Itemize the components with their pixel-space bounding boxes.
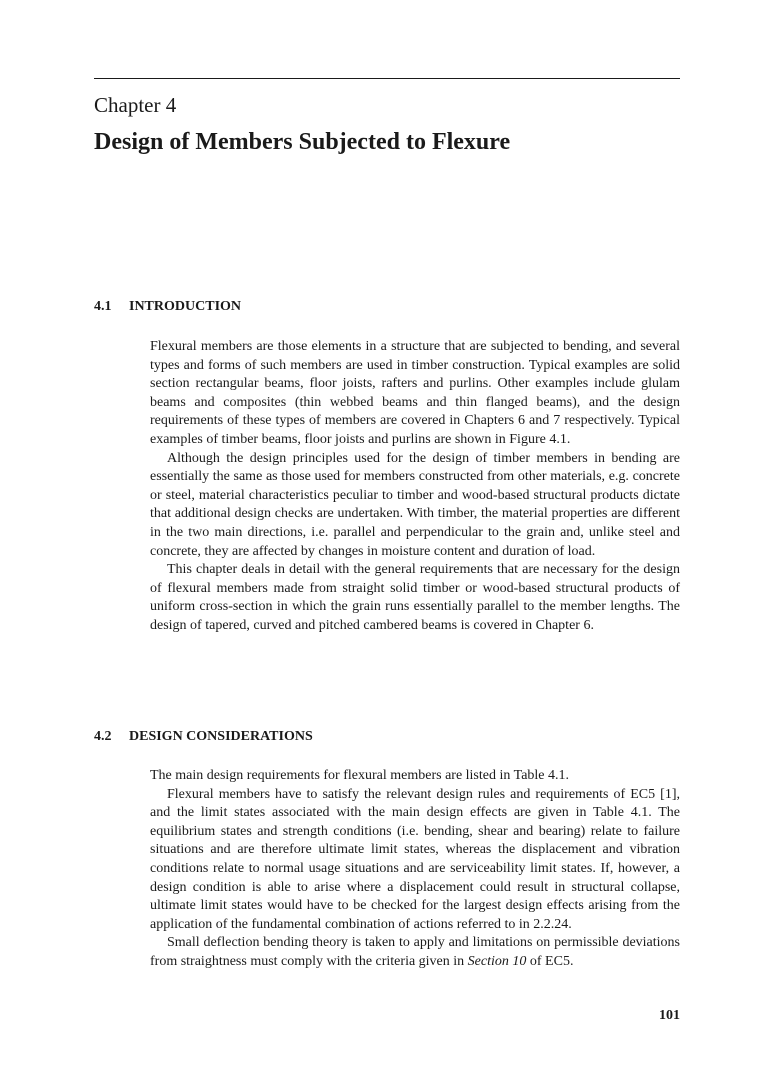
chapter-label: Chapter 4 [94,93,177,117]
page-number: 101 [659,1008,680,1023]
chapter-title: Design of Members Subjected to Flexure [94,129,511,155]
top-rule [94,78,680,79]
section-title: DESIGN CONSIDERATIONS [129,729,313,744]
paragraph: The main design requirements for flexural members are listed in Table 4.1. [150,768,570,783]
paragraph: Flexural members are those elements in a structure that are subjected to bending, and several types and forms of such members are used in timber construction. Typical examples are solid section rectangular beams, floor joists, rafters and purlins. Other examples include glulam beams and composites (thin webbed beams and thin flanged beams), and the design requirements of these types of members are covered in Chapters 6 and 7 respectively. Typical examples of timber beams, floor joists and purlins are shown in Figure 4.1. [150,339,680,447]
section-title: INTRODUCTION [129,299,242,314]
section-reference: Section 10 [467,953,527,969]
paragraph: Although the design principles used for the design of timber members in bending are essentially the same as those used for members constructed from other materials, e.g. concrete or steel, material characteristics peculiar to timber and wood-based structural products dictate that additional design checks are undertaken. With timber, the material properties are different in the two main directions, i.e. parallel and perpendicular to the grain and, unlike steel and concrete, they are affected by changes in moisture content and duration of load. [150,450,680,559]
section-heading-design-considerations [94,729,313,745]
paragraph-with-reference [150,934,680,971]
section-number: 4.1 [94,299,112,314]
paragraph: Flexural members have to satisfy the relevant design rules and requirements of EC5 [1], and the limit states associated with the main design effects are given in Table 4.1. The equilibrium states and strength conditions (i.e. bending, shear and bearing) relate to failure situations and are therefore ultimate limit states, whereas the displacement and vibration conditions relate to normal usage situations and are serviceability limit states. If, however, a design condition is able to arise where a displacement could result in structural collapse, ultimate limit states would have to be checked for the largest design effects arising from the application of the fundamental combination of actions referred to in 2.2.24. [150,786,680,932]
design-considerations-body [150,767,680,972]
paragraph: This chapter deals in detail with the general requirements that are necessary for the design of flexural members made from straight solid timber or wood-based structural products of uniform cross-section in which the grain runs essentially parallel to the member lengths. The design of tapered, curved and pitched cambered beams is covered in Chapter 6. [150,562,680,633]
introduction-body [150,338,680,636]
paragraph-text: Small deflection bending theory is taken to apply and limitations on permissible deviations from straightness must comply with the criteria given in [150,935,680,969]
section-number: 4.2 [94,729,112,744]
section-heading-introduction [94,299,241,315]
paragraph-end: of EC5. [526,953,574,969]
